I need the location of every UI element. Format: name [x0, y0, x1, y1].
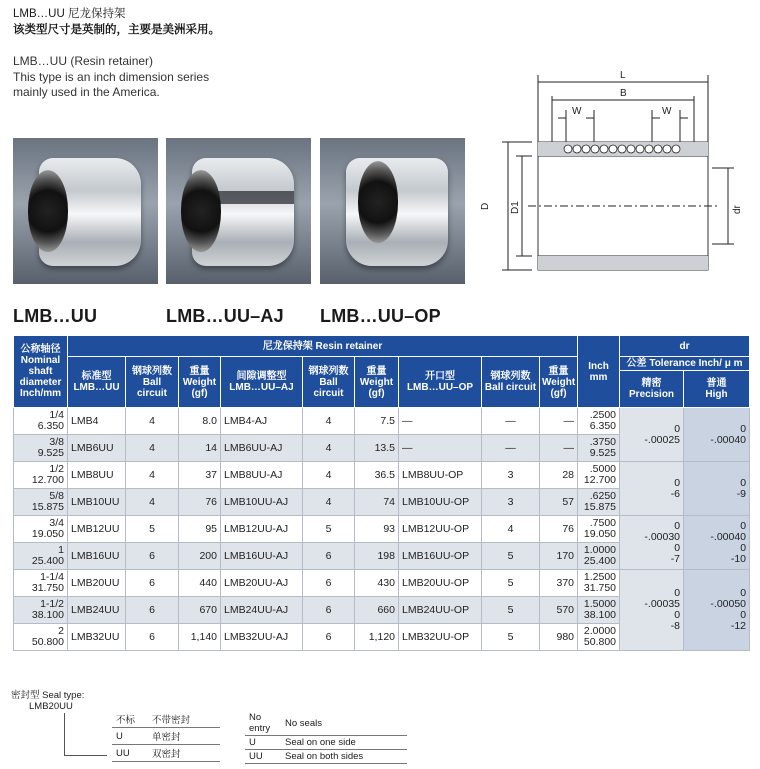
cell-bc3: —: [482, 408, 540, 435]
cell-dr: 1.2500 31.750: [578, 570, 620, 597]
cell-aj: LMB16UU-AJ: [221, 543, 303, 570]
cell-w3: 980: [540, 624, 578, 651]
cell-bc3: 4: [482, 516, 540, 543]
dim-L-label: L: [620, 70, 626, 81]
seal-code: U: [245, 736, 281, 750]
series-title-aj: LMB…UU–AJ: [166, 306, 284, 326]
cell-aj: LMB8UU-AJ: [221, 462, 303, 489]
tolerance-precision-cell: 0 -.00035 0 -8: [620, 570, 684, 651]
seal-row: [245, 736, 407, 750]
cell-aj: LMB10UU-AJ: [221, 489, 303, 516]
seal-code: UU: [245, 750, 281, 764]
tolerance-precision-cell: 0 -.00030 0 -7: [620, 516, 684, 570]
cell-std: LMB32UU: [68, 624, 126, 651]
cell-aj: LMB6UU-AJ: [221, 435, 303, 462]
cell-w3: —: [540, 408, 578, 435]
col-weight-3-header: 重量 Weight (gf): [540, 357, 578, 408]
cell-bc2: 4: [303, 435, 355, 462]
cell-dr: 2.0000 50.800: [578, 624, 620, 651]
cell-op: LMB8UU-OP: [399, 462, 482, 489]
col-weight-1-header: 重量 Weight (gf): [179, 357, 221, 408]
col-ball-circuit-3-header: 钢球列数 Ball circuit: [482, 357, 540, 408]
cell-w3: —: [540, 435, 578, 462]
cell-bc2: 4: [303, 408, 355, 435]
series-title-op: LMB…UU–OP: [320, 306, 441, 326]
cell-bc2: 4: [303, 462, 355, 489]
cell-shaft: 2 50.800: [14, 624, 68, 651]
cell-dr: 1.5000 38.100: [578, 597, 620, 624]
cell-bc2: 5: [303, 516, 355, 543]
cell-shaft: 1/4 6.350: [14, 408, 68, 435]
cell-op: —: [399, 435, 482, 462]
dim-B-label: B: [620, 88, 627, 99]
col-standard-header: 标准型 LMB…UU: [68, 357, 126, 408]
cell-w3: 570: [540, 597, 578, 624]
seal-row: [112, 745, 220, 762]
resin-retainer-header: 尼龙保持架 Resin retainer: [68, 336, 578, 357]
cell-aj: LMB4-AJ: [221, 408, 303, 435]
seal-table-en: [245, 711, 407, 764]
cell-bc1: 4: [126, 408, 179, 435]
cell-bc2: 6: [303, 570, 355, 597]
cell-w2: 74: [355, 489, 399, 516]
intro-desc-en-2: mainly used in the America.: [13, 85, 160, 99]
cell-dr: .7500 19.050: [578, 516, 620, 543]
cell-bc2: 4: [303, 489, 355, 516]
col-op-header: 开口型 LMB…UU–OP: [399, 357, 482, 408]
cell-aj: LMB24UU-AJ: [221, 597, 303, 624]
cell-bc2: 6: [303, 624, 355, 651]
cell-std: LMB10UU: [68, 489, 126, 516]
cell-dr: .6250 15.875: [578, 489, 620, 516]
intro-cn: [13, 6, 220, 38]
cell-aj: LMB32UU-AJ: [221, 624, 303, 651]
cell-shaft: 1-1/2 38.100: [14, 597, 68, 624]
dim-D1-label: D1: [510, 201, 521, 214]
seal-description: Seal on one side: [281, 736, 407, 750]
dim-dr-label: dr: [732, 205, 743, 214]
seal-type-label: 密封型 Seal type:: [11, 690, 85, 701]
cell-op: LMB10UU-OP: [399, 489, 482, 516]
cell-shaft: 1 25.400: [14, 543, 68, 570]
cell-w1: 440: [179, 570, 221, 597]
inch-mm-header: Inch mm: [578, 336, 620, 408]
cell-w1: 8.0: [179, 408, 221, 435]
cell-std: LMB6UU: [68, 435, 126, 462]
col-ball-circuit-2-header: 钢球列数 Ball circuit: [303, 357, 355, 408]
cell-dr: .3750 9.525: [578, 435, 620, 462]
product-photo-op: [320, 138, 465, 284]
tolerance-high-cell: 0 -.00050 0 -12: [684, 570, 750, 651]
cell-w1: 95: [179, 516, 221, 543]
seal-description: 双密封: [148, 745, 220, 762]
cell-std: LMB16UU: [68, 543, 126, 570]
precision-header: 精密 Precision: [620, 371, 684, 408]
intro-en: [13, 54, 209, 101]
seal-type-example: LMB20UU: [29, 701, 73, 712]
cell-std: LMB4: [68, 408, 126, 435]
spec-table: [13, 335, 750, 651]
tolerance-high-cell: 0 -.00040 0 -10: [684, 516, 750, 570]
intro-desc-en-1: This type is an inch dimension series: [13, 69, 210, 84]
table-row: [14, 408, 750, 435]
table-row: [14, 570, 750, 597]
shaft-diameter-header: 公称轴径 Nominal shaft diameter Inch/mm: [14, 336, 68, 408]
seal-row: [245, 750, 407, 764]
cell-std: LMB24UU: [68, 597, 126, 624]
cell-w1: 76: [179, 489, 221, 516]
dim-W-right-label: W: [662, 106, 672, 117]
cell-bc1: 6: [126, 570, 179, 597]
cell-bc2: 6: [303, 597, 355, 624]
col-aj-header: 间隙调整型 LMB…UU–AJ: [221, 357, 303, 408]
seal-row: [245, 711, 407, 736]
seal-row: [112, 711, 220, 728]
cell-bc3: 5: [482, 543, 540, 570]
dim-D-label: D: [480, 202, 491, 210]
col-weight-2-header: 重量 Weight (gf): [355, 357, 399, 408]
seal-row: [112, 728, 220, 745]
cell-w1: 670: [179, 597, 221, 624]
cell-op: —: [399, 408, 482, 435]
series-title-uu: LMB…UU: [13, 306, 98, 326]
cell-op: LMB12UU-OP: [399, 516, 482, 543]
cell-w1: 1,140: [179, 624, 221, 651]
cell-dr: .2500 6.350: [578, 408, 620, 435]
cell-bc3: 5: [482, 597, 540, 624]
cell-w2: 7.5: [355, 408, 399, 435]
cell-shaft: 1/2 12.700: [14, 462, 68, 489]
cell-bc1: 6: [126, 543, 179, 570]
cell-bc3: 5: [482, 570, 540, 597]
cell-op: LMB32UU-OP: [399, 624, 482, 651]
seal-description: No seals: [281, 711, 407, 736]
cell-bc3: 3: [482, 462, 540, 489]
intro-title-cn: LMB…UU 尼龙保持架: [13, 8, 126, 20]
cell-op: LMB16UU-OP: [399, 543, 482, 570]
seal-code: No entry: [245, 711, 281, 736]
cell-w3: 170: [540, 543, 578, 570]
cell-shaft: 1-1/4 31.750: [14, 570, 68, 597]
cell-std: LMB12UU: [68, 516, 126, 543]
col-ball-circuit-1-header: 钢球列数 Ball circuit: [126, 357, 179, 408]
cell-w2: 93: [355, 516, 399, 543]
cell-w3: 370: [540, 570, 578, 597]
cell-w3: 57: [540, 489, 578, 516]
cell-bc3: 5: [482, 624, 540, 651]
cell-op: LMB24UU-OP: [399, 597, 482, 624]
table-row: [14, 516, 750, 543]
cell-w2: 660: [355, 597, 399, 624]
cell-bc3: 3: [482, 489, 540, 516]
cell-bc1: 5: [126, 516, 179, 543]
cell-w2: 13.5: [355, 435, 399, 462]
bearing-cross-section-drawing: [472, 60, 757, 280]
cell-op: LMB20UU-OP: [399, 570, 482, 597]
cell-shaft: 3/8 9.525: [14, 435, 68, 462]
cell-w1: 37: [179, 462, 221, 489]
cell-w2: 1,120: [355, 624, 399, 651]
seal-code: 不标: [112, 711, 148, 728]
cell-w3: 28: [540, 462, 578, 489]
tolerance-high-cell: 0 -.00040: [684, 408, 750, 462]
seal-description: 单密封: [148, 728, 220, 745]
cell-bc1: 4: [126, 435, 179, 462]
cell-std: LMB8UU: [68, 462, 126, 489]
seal-bracket-line: [64, 713, 107, 756]
product-photo-standard: [13, 138, 158, 284]
seal-code: UU: [112, 745, 148, 762]
cell-aj: LMB20UU-AJ: [221, 570, 303, 597]
tolerance-precision-cell: 0 -6: [620, 462, 684, 516]
cell-shaft: 5/8 15.875: [14, 489, 68, 516]
cell-std: LMB20UU: [68, 570, 126, 597]
cell-bc2: 6: [303, 543, 355, 570]
cell-bc1: 4: [126, 462, 179, 489]
cell-bc1: 6: [126, 597, 179, 624]
cell-w2: 36.5: [355, 462, 399, 489]
cell-bc1: 6: [126, 624, 179, 651]
intro-desc-cn: 该类型尺寸是英制的，主要是美洲采用。: [13, 24, 220, 36]
cell-bc1: 4: [126, 489, 179, 516]
cell-w1: 200: [179, 543, 221, 570]
cell-w2: 198: [355, 543, 399, 570]
seal-table-cn: [112, 711, 220, 762]
product-photo-aj: [166, 138, 311, 284]
table-row: [14, 462, 750, 489]
high-header: 普通 High: [684, 371, 750, 408]
cell-w2: 430: [355, 570, 399, 597]
cell-w1: 14: [179, 435, 221, 462]
cell-dr: 1.0000 25.400: [578, 543, 620, 570]
cell-dr: .5000 12.700: [578, 462, 620, 489]
tolerance-header: 公差 Tolerance Inch/ μ m: [620, 357, 750, 371]
cell-w3: 76: [540, 516, 578, 543]
dim-W-left-label: W: [572, 106, 582, 117]
seal-type-section: [11, 690, 84, 712]
seal-code: U: [112, 728, 148, 745]
intro-title-en: LMB…UU (Resin retainer): [13, 54, 154, 68]
seal-description: Seal on both sides: [281, 750, 407, 764]
cell-aj: LMB12UU-AJ: [221, 516, 303, 543]
seal-description: 不带密封: [148, 711, 220, 728]
tolerance-precision-cell: 0 -.00025: [620, 408, 684, 462]
cell-bc3: —: [482, 435, 540, 462]
tolerance-high-cell: 0 -9: [684, 462, 750, 516]
cell-shaft: 3/4 19.050: [14, 516, 68, 543]
dr-header: dr: [620, 336, 750, 357]
